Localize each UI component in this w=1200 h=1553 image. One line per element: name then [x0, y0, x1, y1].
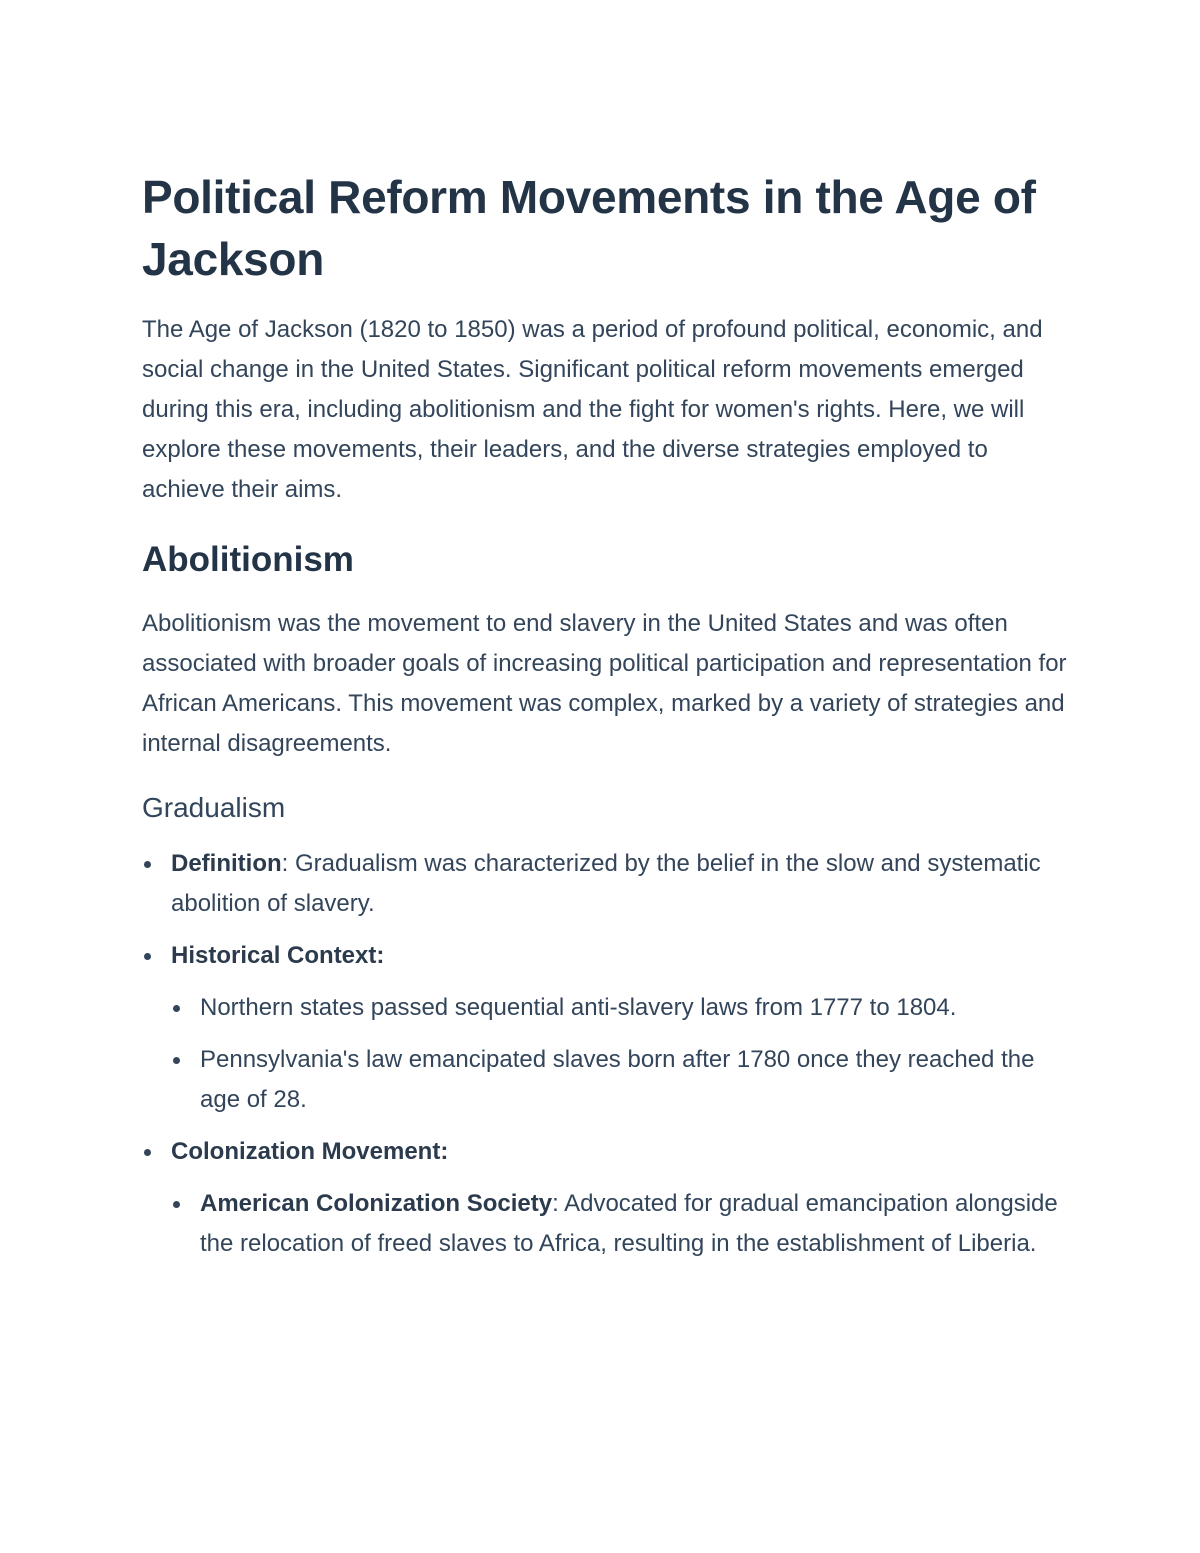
document-page — [142, 166, 1067, 1276]
list-item-definition — [142, 844, 1067, 924]
list-item — [171, 1040, 1067, 1120]
colonization-movement-label: Colonization Movement: — [171, 1138, 449, 1165]
intro-paragraph: The Age of Jackson (1820 to 1850) was a period of profound political, economic, and social change in the United States. Significant political reform movements emerged during this era, including abolitionism and the fight for women's rights. Here, we will explore these movements, their leaders, and the diverse strategies employed to achieve their aims. — [142, 316, 1043, 503]
list-item-colonization-movement — [142, 1132, 1067, 1264]
definition-label: Definition — [171, 850, 282, 877]
historical-context-sublist — [171, 988, 1067, 1120]
abolitionism-paragraph: Abolitionism was the movement to end slavery in the United States and was often associated with broader goals of increasing political participation and representation for African Americans. This movement was complex, marked by a variety of strategies and internal disagreements. — [142, 610, 1067, 757]
list-item-historical-context — [142, 936, 1067, 1120]
definition-text: : Gradualism was characterized by the belief in the slow and systematic abolition of slavery. — [171, 850, 1041, 917]
list-item — [171, 1184, 1067, 1264]
bullet-icon — [173, 1057, 180, 1064]
bullet-icon — [144, 1149, 151, 1156]
list-item — [171, 988, 1067, 1028]
subsection-heading-gradualism: Gradualism — [142, 792, 286, 823]
bullet-icon — [144, 953, 151, 960]
bullet-icon — [173, 1005, 180, 1012]
colonization-society-text: : Advocated for gradual emancipation alongside the relocation of freed slaves to Africa, resulting in the establishment of Liberia. — [200, 1190, 1058, 1257]
historical-context-label: Historical Context: — [171, 942, 385, 969]
bullet-icon — [144, 861, 151, 868]
gradualism-list — [142, 844, 1067, 1264]
sublist-item-text: Pennsylvania's law emancipated slaves born after 1780 once they reached the age of 28. — [200, 1046, 1035, 1113]
colonization-society-label: American Colonization Society — [200, 1190, 553, 1217]
page-title: Political Reform Movements in the Age of Jackson — [142, 171, 1036, 285]
colonization-sublist — [171, 1184, 1067, 1264]
sublist-item-text: Northern states passed sequential anti-slavery laws from 1777 to 1804. — [200, 994, 957, 1021]
bullet-icon — [173, 1201, 180, 1208]
section-heading-abolitionism: Abolitionism — [142, 540, 354, 579]
